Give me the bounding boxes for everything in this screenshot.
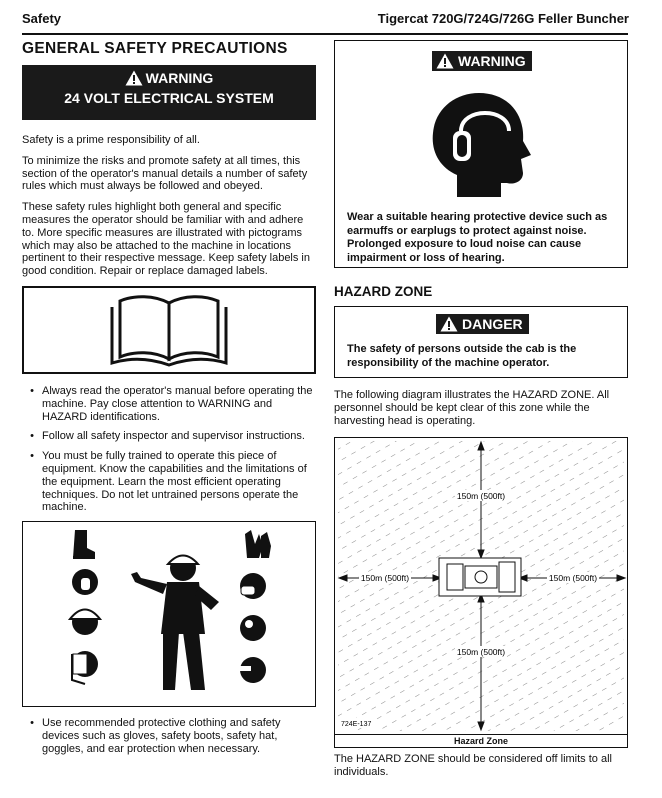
left-column — [22, 40, 316, 763]
warning-label: WARNING — [145, 70, 214, 86]
distance-left: 150m (500ft) — [360, 573, 410, 583]
header-product: Tigercat 720G/724G/726G Feller Buncher — [377, 11, 629, 26]
warning-triangle-icon — [440, 316, 458, 332]
danger-box — [334, 306, 628, 378]
header-rule — [22, 33, 628, 35]
safety-glasses-head-icon — [239, 657, 266, 683]
warning-badge: WARNING — [432, 51, 532, 71]
hearing-protection-icon — [427, 87, 535, 201]
danger-badge: DANGER — [436, 314, 529, 334]
electrical-warning-banner — [22, 65, 316, 120]
paragraph: Safety is a prime responsibility of all. — [22, 134, 200, 146]
paragraph: These safety rules highlight both general and specific measures the operator should be familiar with and adhere to. More specific measures are illustrated with pictograms which may also be attached to the machine in locations pertinent to their respective message. Keep safety labels in good condition. Repair or replace damaged labels. — [22, 201, 310, 278]
warning-triangle-icon — [436, 53, 454, 69]
distance-bottom: 150m (500ft) — [456, 647, 506, 657]
distance-top: 150m (500ft) — [456, 491, 506, 501]
dust-mask-head-icon — [240, 573, 266, 599]
distance-right: 150m (500ft) — [548, 573, 598, 583]
list-item: • Use recommended protective clothing and safety devices such as gloves, safety boots, safety hat, goggles, and ear protection when necessary. — [30, 717, 281, 755]
header-section: Safety — [22, 11, 62, 26]
closing-text: The HAZARD ZONE should be considered off limits to all individuals. — [334, 753, 612, 778]
goggles-head-icon — [240, 615, 266, 641]
list-item: • Always read the operator's manual before operating the machine. Pay close attention to WARNING and HAZARD identifications. — [30, 384, 313, 423]
face-shield-head-icon — [72, 651, 98, 684]
manual-pictogram — [22, 286, 316, 374]
ppe-pictogram — [22, 521, 316, 707]
warning-triangle-icon — [125, 70, 143, 86]
open-book-icon — [104, 291, 234, 369]
list-item: • Follow all safety inspector and supervisor instructions. — [30, 430, 305, 443]
danger-text: The safety of persons outside the cab is the responsibility of the machine operator. — [347, 343, 577, 369]
hearing-warning-text: Wear a suitable hearing protective device such as earmuffs or earplugs to protect against noise. Prolonged exposure to loud noise can cause impairment or loss of hearing. — [347, 211, 608, 264]
section-title: GENERAL SAFETY PRECAUTIONS — [22, 40, 288, 57]
diagram-caption: Hazard Zone — [334, 734, 628, 748]
gloves-icon — [245, 530, 271, 558]
hazard-zone-diagram — [334, 437, 628, 735]
figure-code: 724E-137 — [341, 721, 372, 728]
earmuff-head-icon — [72, 569, 98, 595]
hard-hat-head-icon — [70, 609, 100, 635]
worker-figure-icon — [131, 555, 219, 690]
safety-boot-icon — [73, 530, 95, 559]
hazard-zone-title: HAZARD ZONE — [334, 284, 433, 299]
warning-subtitle: 24 VOLT ELECTRICAL SYSTEM — [64, 90, 274, 106]
diagram-intro: The following diagram illustrates the HAZARD ZONE. All personnel should be kept clear of this zone while the harvesting head is operating. — [334, 389, 610, 427]
feller-buncher-icon — [439, 558, 521, 596]
right-column — [334, 40, 628, 778]
hearing-warning-box — [334, 40, 628, 268]
list-item: • You must be fully trained to operate this piece of equipment. Know the capabilities and the limitations of the equipment. Learn the most efficient operating techniques. Do not let untrained persons operate the machine. — [30, 450, 307, 514]
paragraph: To minimize the risks and promote safety at all times, this section of the operator's manual details a number of safety rules which must always be followed and obeyed. — [22, 154, 308, 193]
